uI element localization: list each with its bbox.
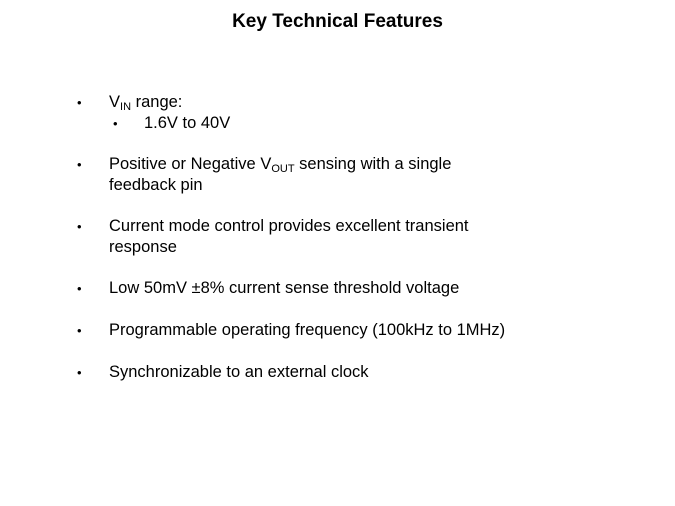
sub-bullet-icon: • (113, 116, 118, 131)
text-suffix: sensing with a single (294, 155, 452, 173)
bullet-text (109, 92, 629, 113)
bullet-icon: • (77, 219, 82, 234)
bullet-icon: • (77, 365, 82, 380)
bullet-text: Synchronizable to an external clock (109, 363, 369, 381)
text-suffix: range: (131, 93, 183, 111)
bullet-text: Low 50mV ±8% current sense threshold voltage (109, 279, 460, 297)
sub-bullet-text: 1.6V to 40V (144, 114, 231, 132)
bullet-text-line-1 (109, 154, 629, 175)
bullet-icon: • (77, 157, 82, 172)
bullet-icon: • (77, 281, 82, 296)
bullet-text: Programmable operating frequency (100kHz to 1MHz) (109, 321, 506, 339)
bullet-icon: • (77, 323, 82, 338)
bullet-text-line-1: Current mode control provides excellent transient (109, 217, 469, 235)
text-subscript: OUT (271, 163, 295, 175)
text-prefix: Positive or Negative V (109, 155, 272, 173)
bullet-text-line-2: response (109, 238, 177, 256)
bullet-text-line-2: feedback pin (109, 176, 203, 194)
text-prefix: V (109, 93, 121, 111)
bullet-icon: • (77, 95, 82, 110)
text-subscript: IN (120, 101, 132, 113)
slide-title: Key Technical Features (232, 11, 443, 32)
